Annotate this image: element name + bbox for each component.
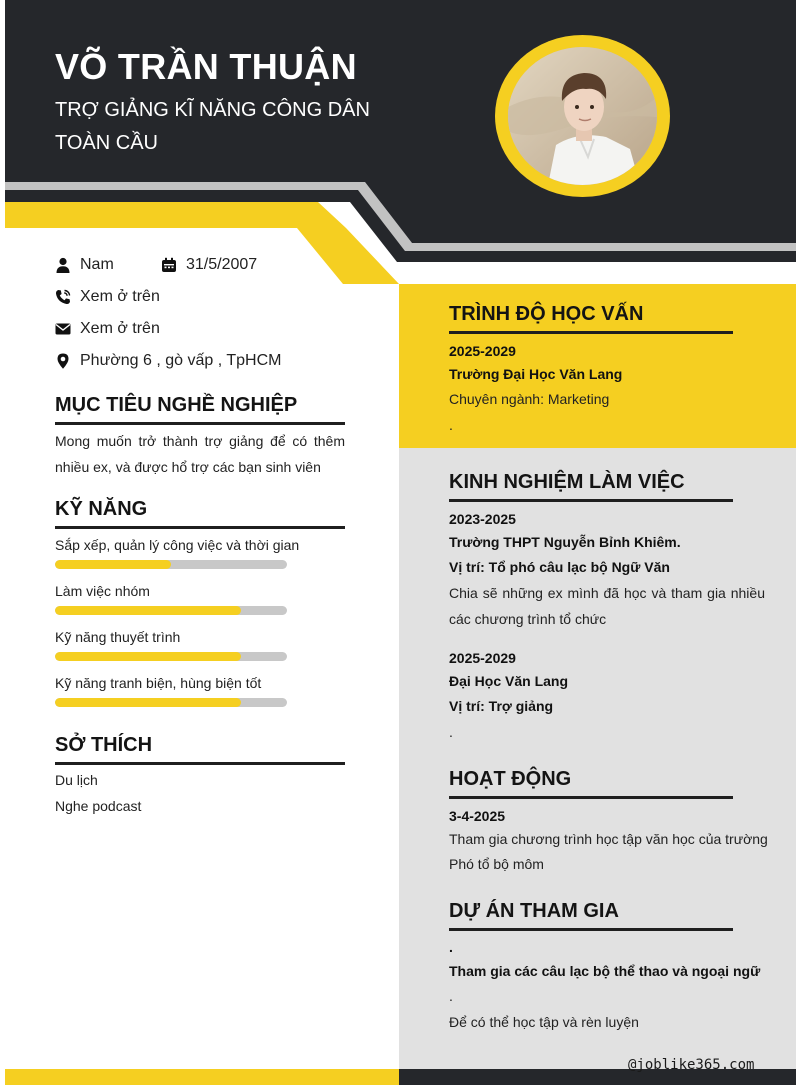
experience-org: Đại Học Văn Lang bbox=[449, 673, 569, 689]
objective-divider bbox=[55, 422, 345, 425]
skill-bar-fill bbox=[55, 698, 241, 707]
projects-divider bbox=[449, 928, 733, 931]
hobby-item: Du lịch bbox=[55, 772, 98, 788]
experience-divider bbox=[449, 499, 733, 502]
profile-photo bbox=[508, 47, 657, 185]
experience-desc: . bbox=[449, 724, 453, 740]
skill-item bbox=[55, 673, 345, 707]
experience-org: Trường THPT Nguyễn Bỉnh Khiêm. bbox=[449, 534, 681, 550]
activity-line: Tham gia chương trình học tập văn học của trường bbox=[449, 831, 768, 847]
skill-item bbox=[55, 581, 345, 615]
experience-period: 2023-2025 bbox=[449, 511, 516, 527]
education-note: . bbox=[449, 417, 453, 433]
watermark-text: @joblike365.com bbox=[628, 1057, 755, 1073]
envelope-icon bbox=[55, 320, 71, 338]
gender-row bbox=[55, 254, 114, 276]
project-title: Tham gia các câu lạc bộ thể thao và ngoại ngữ bbox=[449, 963, 761, 979]
project-dot: . bbox=[449, 988, 453, 1004]
skills-heading: KỸ NĂNG bbox=[55, 498, 148, 520]
objective-heading: MỤC TIÊU NGHỀ NGHIỆP bbox=[55, 394, 298, 416]
experience-heading: KINH NGHIỆM LÀM VIỆC bbox=[449, 471, 685, 493]
skill-bar-fill bbox=[55, 652, 241, 661]
phone-value: Xem ở trên bbox=[80, 288, 160, 305]
birthday-row bbox=[161, 254, 257, 276]
education-school: Trường Đại Học Văn Lang bbox=[449, 366, 623, 382]
education-divider bbox=[449, 331, 733, 334]
phone-icon bbox=[55, 288, 71, 306]
objective-text: Mong muốn trở thành trợ giảng để có thêm nhiều ex, và được hổ trợ các bạn sinh viên bbox=[55, 433, 345, 475]
phone-row bbox=[55, 286, 160, 308]
hobbies-heading: SỞ THÍCH bbox=[55, 734, 153, 756]
candidate-name: VÕ TRẦN THUẬN bbox=[55, 46, 357, 87]
skill-name: Sắp xếp, quản lý công việc và thời gian bbox=[55, 537, 300, 553]
job-title: TRỢ GIẢNG KĨ NĂNG CÔNG DÂN TOÀN CẦU bbox=[55, 99, 370, 154]
skill-name: Kỹ năng tranh biện, hùng biện tốt bbox=[55, 675, 262, 691]
project-dot: . bbox=[449, 939, 453, 955]
skill-name: Kỹ năng thuyết trình bbox=[55, 629, 181, 645]
skill-item bbox=[55, 627, 345, 661]
gender-value: Nam bbox=[80, 256, 114, 273]
map-marker-icon bbox=[55, 352, 71, 370]
avatar bbox=[495, 35, 670, 197]
birthday-value: 31/5/2007 bbox=[186, 256, 258, 273]
experience-period: 2025-2029 bbox=[449, 650, 516, 666]
education-major: Chuyên ngành: Marketing bbox=[449, 391, 610, 407]
activity-date: 3-4-2025 bbox=[449, 808, 506, 824]
experience-role: Vị trí: Tổ phó câu lạc bộ Ngữ Văn bbox=[449, 559, 670, 575]
address-value: Phường 6 , gò vấp , TpHCM bbox=[80, 352, 282, 369]
skill-bar bbox=[55, 560, 287, 569]
address-row bbox=[55, 350, 281, 372]
email-row bbox=[55, 318, 160, 340]
activities-heading: HOẠT ĐỘNG bbox=[449, 768, 572, 790]
experience-desc: Chia sẽ những ex mình đã học và tham gia nhiều các chương trình tổ chức bbox=[449, 585, 765, 627]
skill-bar bbox=[55, 698, 287, 707]
education-heading: TRÌNH ĐỘ HỌC VẤN bbox=[449, 303, 644, 325]
email-value: Xem ở trên bbox=[80, 320, 160, 337]
skill-bar-fill bbox=[55, 606, 241, 615]
experience-role: Vị trí: Trợ giảng bbox=[449, 698, 554, 714]
activity-line: Phó tổ bộ môm bbox=[449, 856, 544, 872]
skill-bar bbox=[55, 652, 287, 661]
user-icon bbox=[55, 256, 71, 274]
skill-item bbox=[55, 535, 345, 569]
skills-divider bbox=[55, 526, 345, 529]
hobbies-divider bbox=[55, 762, 345, 765]
skill-bar-fill bbox=[55, 560, 171, 569]
projects-heading: DỰ ÁN THAM GIA bbox=[449, 900, 619, 922]
skill-bar bbox=[55, 606, 287, 615]
hobby-item: Nghe podcast bbox=[55, 798, 142, 814]
education-period: 2025-2029 bbox=[449, 343, 516, 359]
project-desc: Để có thể học tập và rèn luyện bbox=[449, 1014, 639, 1030]
activities-divider bbox=[449, 796, 733, 799]
skill-name: Làm việc nhóm bbox=[55, 583, 150, 599]
calendar-icon bbox=[161, 256, 177, 274]
